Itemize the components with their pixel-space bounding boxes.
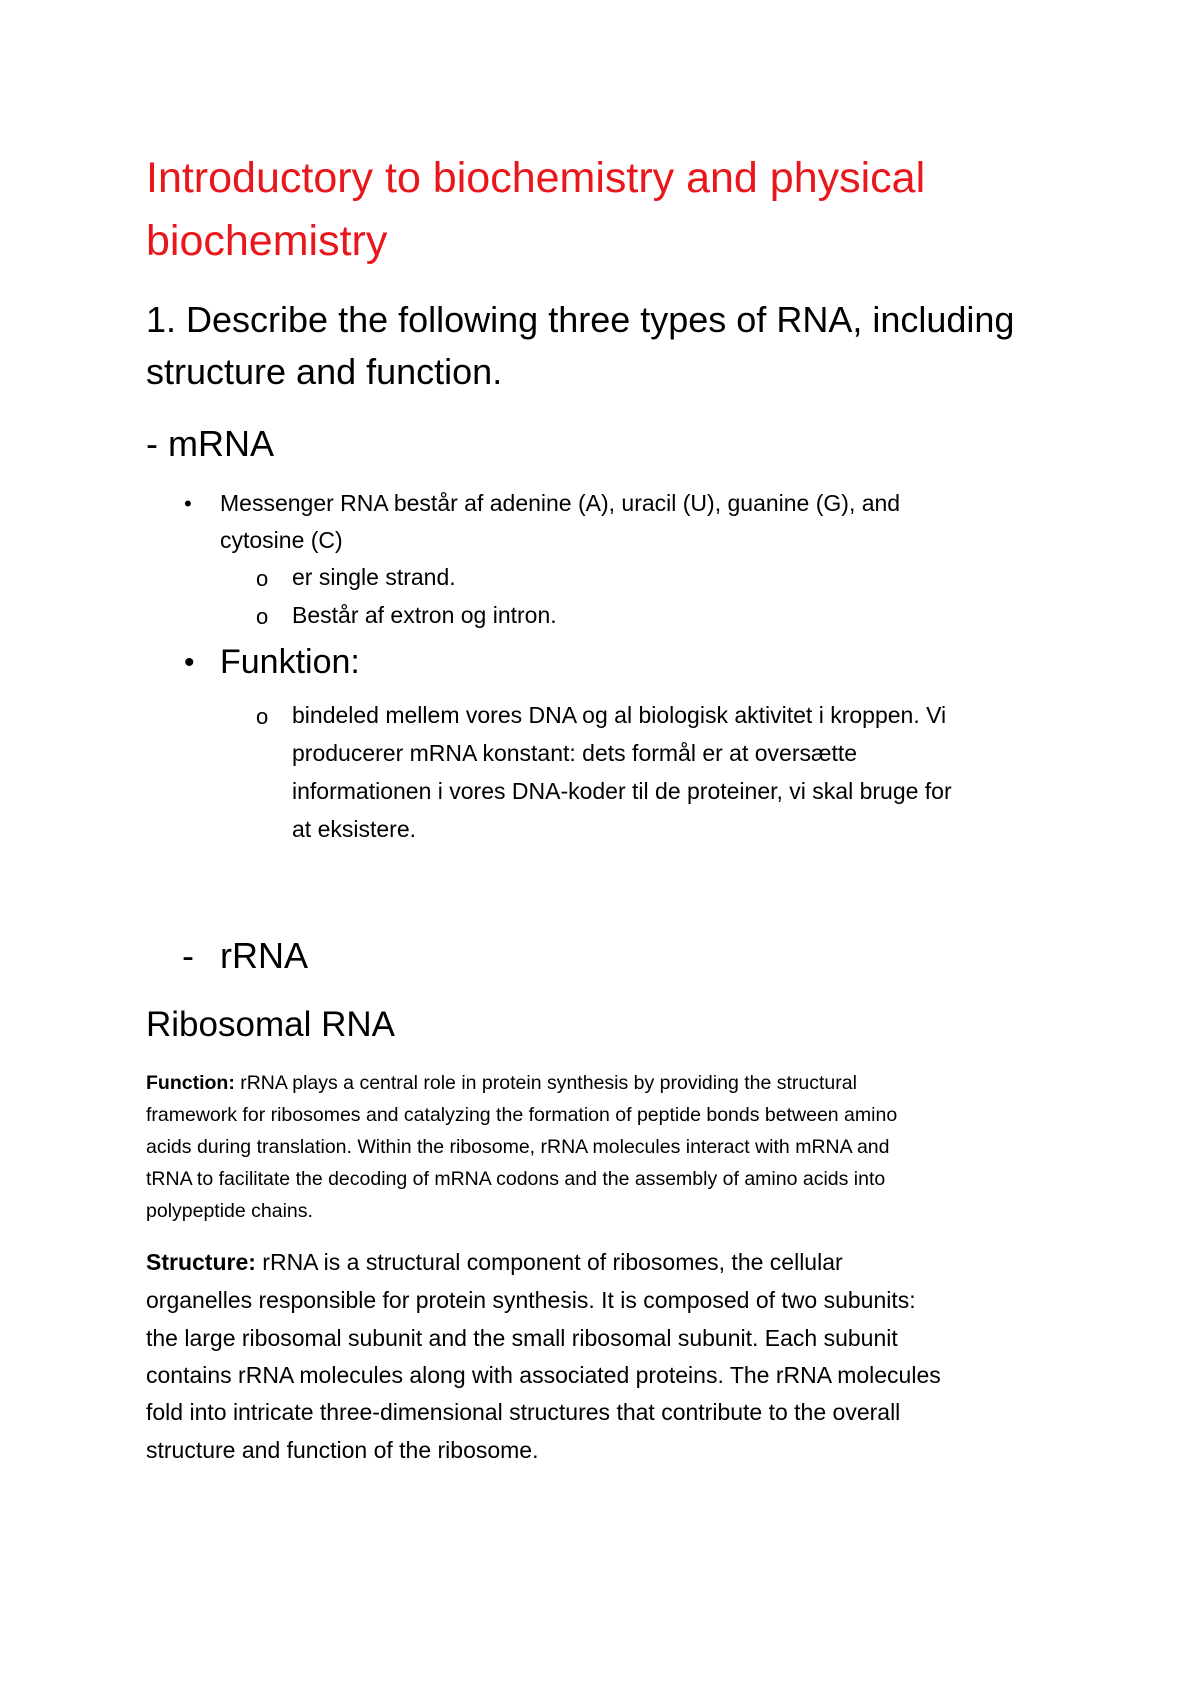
structure-label: Structure: [146, 1249, 256, 1275]
function-label: Function: [146, 1072, 235, 1094]
rrna-function-line-1 [146, 1074, 857, 1094]
document-title-line-2: biochemistry [146, 217, 388, 265]
rrna-dash: - [182, 935, 194, 976]
rrna-structure-line-2: organelles responsible for protein synthesis. It is composed of two subunits: [146, 1287, 916, 1313]
sub-bullet-marker: o [256, 604, 269, 629]
funktion-text-line-1: bindeled mellem vores DNA og al biologisk aktivitet i kroppen. Vi [292, 702, 947, 728]
funktion-text-line-2: producerer mRNA konstant: dets formål er at oversætte [292, 740, 858, 766]
rrna-structure-text: rRNA is a structural component of ribosomes, the cellular [255, 1249, 843, 1275]
question-line-2: structure and function. [146, 351, 503, 392]
rrna-structure-line-1 [146, 1251, 843, 1274]
sub-bullet-marker: o [256, 566, 269, 591]
funktion-text-line-3: informationen i vores DNA-koder til de proteiner, vi skal bruge for [292, 778, 952, 804]
funktion-text-line-4: at eksistere. [292, 816, 416, 842]
bullet-marker: • [184, 646, 195, 679]
rrna-heading: rRNA [220, 935, 308, 976]
funktion-label: Funktion: [220, 643, 360, 681]
bullet-marker: • [184, 491, 192, 516]
mrna-subitem-single-strand: er single strand. [292, 564, 456, 590]
rrna-structure-line-4: contains rRNA molecules along with associated proteins. The rRNA molecules [146, 1362, 941, 1388]
document-title-line-1: Introductory to biochemistry and physical [146, 154, 926, 202]
rrna-function-line-4: tRNA to facilitate the decoding of mRNA codons and the assembly of amino acids into [146, 1168, 886, 1190]
rrna-structure-line-6: structure and function of the ribosome. [146, 1437, 539, 1463]
sub-bullet-marker: o [256, 704, 269, 729]
rrna-function-line-3: acids during translation. Within the ribosome, rRNA molecules interact with mRNA and [146, 1136, 890, 1158]
rrna-function-text: rRNA plays a central role in protein synthesis by providing the structural [234, 1072, 857, 1094]
mrna-composition-line-1: Messenger RNA består af adenine (A), uracil (U), guanine (G), and [220, 490, 901, 516]
ribosomal-rna-heading: Ribosomal RNA [146, 1005, 395, 1044]
rrna-structure-line-3: the large ribosomal subunit and the small ribosomal subunit. Each subunit [146, 1325, 898, 1351]
rrna-function-line-5: polypeptide chains. [146, 1200, 313, 1222]
rrna-structure-line-5: fold into intricate three-dimensional structures that contribute to the overall [146, 1399, 901, 1425]
rrna-function-line-2: framework for ribosomes and catalyzing the formation of peptide bonds between amino [146, 1104, 898, 1126]
mrna-composition-line-2: cytosine (C) [220, 527, 343, 553]
mrna-subitem-extron-intron: Består af extron og intron. [292, 602, 557, 628]
mrna-heading: - mRNA [146, 423, 274, 464]
question-line-1: 1. Describe the following three types of RNA, including [146, 299, 1015, 340]
